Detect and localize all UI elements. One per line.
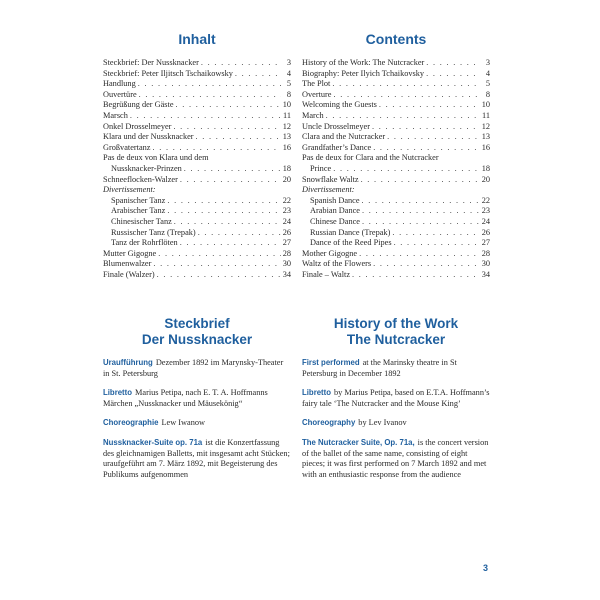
toc-row[interactable]: Tanz der Rohrflöten . . . 27 xyxy=(103,238,291,249)
toc-row[interactable]: Nussknacker-Prinzen . . . 18 xyxy=(103,164,291,175)
toc-title-de: Inhalt xyxy=(178,31,216,47)
toc-row[interactable]: Großvatertanz . . . 16 xyxy=(103,143,291,154)
toc-row[interactable]: Onkel Drosselmeyer . . . 12 xyxy=(103,122,291,133)
page-number: 3 xyxy=(483,563,489,573)
toc-section-label: Divertissement: xyxy=(302,185,355,195)
toc-row[interactable]: Russian Dance (Trepak) . . . 26 xyxy=(302,228,490,239)
toc-row[interactable]: Mother Gigogne . . . 28 xyxy=(302,249,490,260)
toc-row[interactable]: Arabian Dance . . . 23 xyxy=(302,206,490,217)
fact-suite: Nussknacker-Suite op. 71a ist die Konzertfassung des gleichnamigen Balletts, mit insgesamt acht Stücken; uraufgeführt am 7. März 1892, mit Begeisterung des Publikums aufgenommen xyxy=(103,437,290,479)
toc-row[interactable]: Spanischer Tanz . . . 22 xyxy=(103,196,291,207)
toc-row[interactable]: Chinese Dance . . . 24 xyxy=(302,217,490,228)
toc-entry-line[interactable]: Pas de deux for Clara and the Nutcracker xyxy=(302,153,439,163)
toc-row[interactable]: Biography: Peter Ilyich Tchaikovsky . . . 4 xyxy=(302,69,490,80)
toc-row[interactable]: Mutter Gigogne . . . 28 xyxy=(103,249,291,260)
history-heading: History of the Work The Nutcracker xyxy=(333,316,459,347)
toc-row[interactable]: Russischer Tanz (Trepak) . . . 26 xyxy=(103,228,291,239)
toc-row[interactable]: Snowflake Waltz . . . 20 xyxy=(302,175,490,186)
toc-row[interactable]: Uncle Drosselmeyer . . . 12 xyxy=(302,122,490,133)
fact-choreography: Choreography by Lev Ivanov xyxy=(302,418,407,428)
toc-row[interactable]: Finale – Waltz . . . 34 xyxy=(302,270,490,281)
toc-row[interactable]: Overture . . . 8 xyxy=(302,90,490,101)
toc-row[interactable]: Dance of the Reed Pipes . . . 27 xyxy=(302,238,490,249)
toc-de xyxy=(103,58,291,280)
toc-row[interactable]: Welcoming the Guests . . . 10 xyxy=(302,100,490,111)
toc-row[interactable]: Grandfather’s Dance . . . 16 xyxy=(302,143,490,154)
toc-row[interactable]: Ouvertüre . . . 8 xyxy=(103,90,291,101)
toc-row[interactable]: The Plot . . . 5 xyxy=(302,79,490,90)
toc-section-label: Divertissement: xyxy=(103,185,156,195)
toc-row[interactable]: Steckbrief: Peter Iljitsch Tschaikowsky . . . 4 xyxy=(103,69,291,80)
toc-en xyxy=(302,58,490,280)
toc-row[interactable]: Klara und der Nussknacker . . . 13 xyxy=(103,132,291,143)
toc-row[interactable]: Arabischer Tanz . . . 23 xyxy=(103,206,291,217)
toc-row[interactable]: Marsch . . . 11 xyxy=(103,111,291,122)
fact-libretto: Libretto by Marius Petipa, based on E.T.A. Hoffmann’s fairy tale ‘The Nutcracker and the Mouse King’ xyxy=(302,388,490,408)
toc-row[interactable]: Schneeflocken-Walzer . . . 20 xyxy=(103,175,291,186)
fact-premiere: Uraufführung Dezember 1892 im Marynsky-Theater in St. Petersburg xyxy=(103,358,284,378)
toc-row[interactable]: Chinesischer Tanz . . . 24 xyxy=(103,217,291,228)
toc-entry-line[interactable]: Pas de deux von Klara und dem xyxy=(103,153,209,163)
toc-row[interactable]: Steckbrief: Der Nussknacker . . . 3 xyxy=(103,58,291,69)
steckbrief-heading: Steckbrief Der Nussknacker xyxy=(141,316,253,347)
fact-choreography: Choreographie Lew Iwanow xyxy=(103,418,205,428)
fact-libretto: Libretto Marius Petipa, nach E. T. A. Hoffmanns Märchen „Nussknacker und Mäusekönig“ xyxy=(103,388,268,408)
toc-title-en: Contents xyxy=(365,31,427,47)
fact-suite: The Nutcracker Suite, Op. 71a, is the concert version of the ballet of the same name, consisting of eight pieces; it was first performed on 7 March 1892 and met with an enthusiastic response from the audience xyxy=(302,437,489,479)
history-facts xyxy=(302,358,490,489)
toc-row[interactable]: March . . . 11 xyxy=(302,111,490,122)
toc-row[interactable]: Blumenwalzer . . . 30 xyxy=(103,259,291,270)
steckbrief-facts xyxy=(103,358,291,489)
toc-row[interactable]: Clara and the Nutcracker . . . 13 xyxy=(302,132,490,143)
toc-row[interactable]: History of the Work: The Nutcracker . . . 3 xyxy=(302,58,490,69)
toc-row[interactable]: Begrüßung der Gäste . . . 10 xyxy=(103,100,291,111)
toc-row[interactable]: Handlung . . . 5 xyxy=(103,79,291,90)
toc-row[interactable]: Finale (Walzer) . . . 34 xyxy=(103,270,291,281)
fact-first-performed: First performed at the Marinsky theatre in St Petersburg in December 1892 xyxy=(302,358,457,378)
toc-row[interactable]: Spanish Dance . . . 22 xyxy=(302,196,490,207)
toc-row[interactable]: Prince . . . 18 xyxy=(302,164,490,175)
toc-row[interactable]: Waltz of the Flowers . . . 30 xyxy=(302,259,490,270)
